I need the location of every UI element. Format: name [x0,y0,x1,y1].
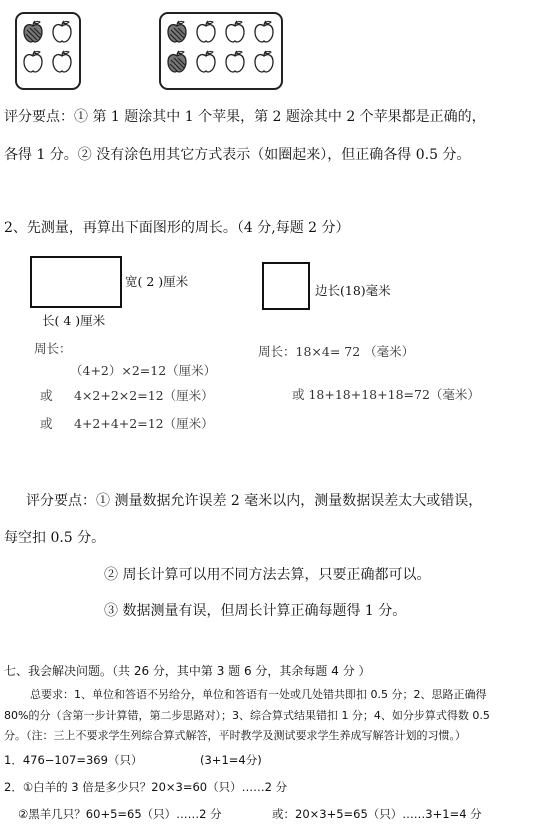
apple-icon [253,20,275,44]
rect-width-label: 宽( 2 )厘米 [125,274,189,289]
apple-icon [166,20,188,44]
apple-icon [253,50,275,74]
q2-scoring-line-3: ② 周长计算可以用不同方法去算，只要正确都可以。 [104,567,431,583]
or-label-1: 或 [40,388,53,403]
q7-requirement-3: 分。（注：三上不要求学生列综合算式解答，平时教学及测试要求学生养成写解答计划的习惯。） [4,729,466,742]
apple-icon [51,50,73,74]
q2-scoring-line-1: 评分要点：① 测量数据允许误差 2 毫米以内，测量数据误差太大或错误， [26,493,483,509]
apple-icon [22,20,44,44]
q1-scoring-line-1: 评分要点：① 第 1 题涂其中 1 个苹果，第 2 题涂其中 2 个苹果都是正确的， [4,109,486,125]
q7-requirement-1: 总要求：1、单位和答语不另给分，单位和答语有一处或几处错共即扣 0.5 分；2、思路正确得 [30,688,487,701]
rect-length-label: 长( 4 )厘米 [42,313,106,328]
apple-icon [51,20,73,44]
q7-answer-2: 2．①白羊的 3 倍是多少只？20×3=60（只）……2 分 [4,780,288,794]
q2-title: 2、先测量，再算出下面图形的周长。（4 分,每题 2 分） [4,220,350,236]
q2-scoring-line-4: ③ 数据测量有误，但周长计算正确每题得 1 分。 [104,603,407,619]
apple-icon [166,50,188,74]
q7-answer-3-alt: 或：20×3+5=65（只）……3+1=4 分 [272,807,482,821]
apple-icon [195,20,217,44]
square-side-label: 边长(18)毫米 [315,283,391,298]
calc-left-1: （4+2）×2=12（厘米） [70,363,217,378]
q1-scoring-line-2: 各得 1 分。② 没有涂色用其它方式表示（如圈起来），但正确各得 0.5 分。 [4,147,471,163]
or-label-2: 或 [40,416,53,431]
calc-right-alt: 或 18+18+18+18=72（毫米） [292,387,480,402]
apple-icon [195,50,217,74]
rectangle-figure [30,256,122,308]
perimeter-label-left: 周长： [34,341,72,356]
square-figure [262,262,310,310]
q7-title: 七、我会解决问题。（共 26 分，其中第 3 题 6 分，其余每题 4 分 ） [4,664,371,678]
calc-left-3: 4+2+4+2=12（厘米） [74,416,214,431]
q7-answer-3: ②黑羊几只？60+5=65（只）……2 分 [18,807,222,821]
q7-answer-1-score: (3+1=4分) [200,753,262,767]
calc-left-2: 4×2+2×2=12（厘米） [74,388,214,403]
apple-icon [22,50,44,74]
q7-answer-1: 1．476−107=369（只） [4,753,143,767]
perimeter-line-right: 周长：18×4= 72 （毫米） [258,344,415,359]
apple-icon [224,20,246,44]
q2-scoring-line-2: 每空扣 0.5 分。 [4,530,106,546]
apple-icon [224,50,246,74]
q7-requirement-2: 80%的分（含第一步计算错，第二步思路对）；3、综合算式结果错扣 1 分；4、如分步算式得数 0.5 [4,709,490,722]
